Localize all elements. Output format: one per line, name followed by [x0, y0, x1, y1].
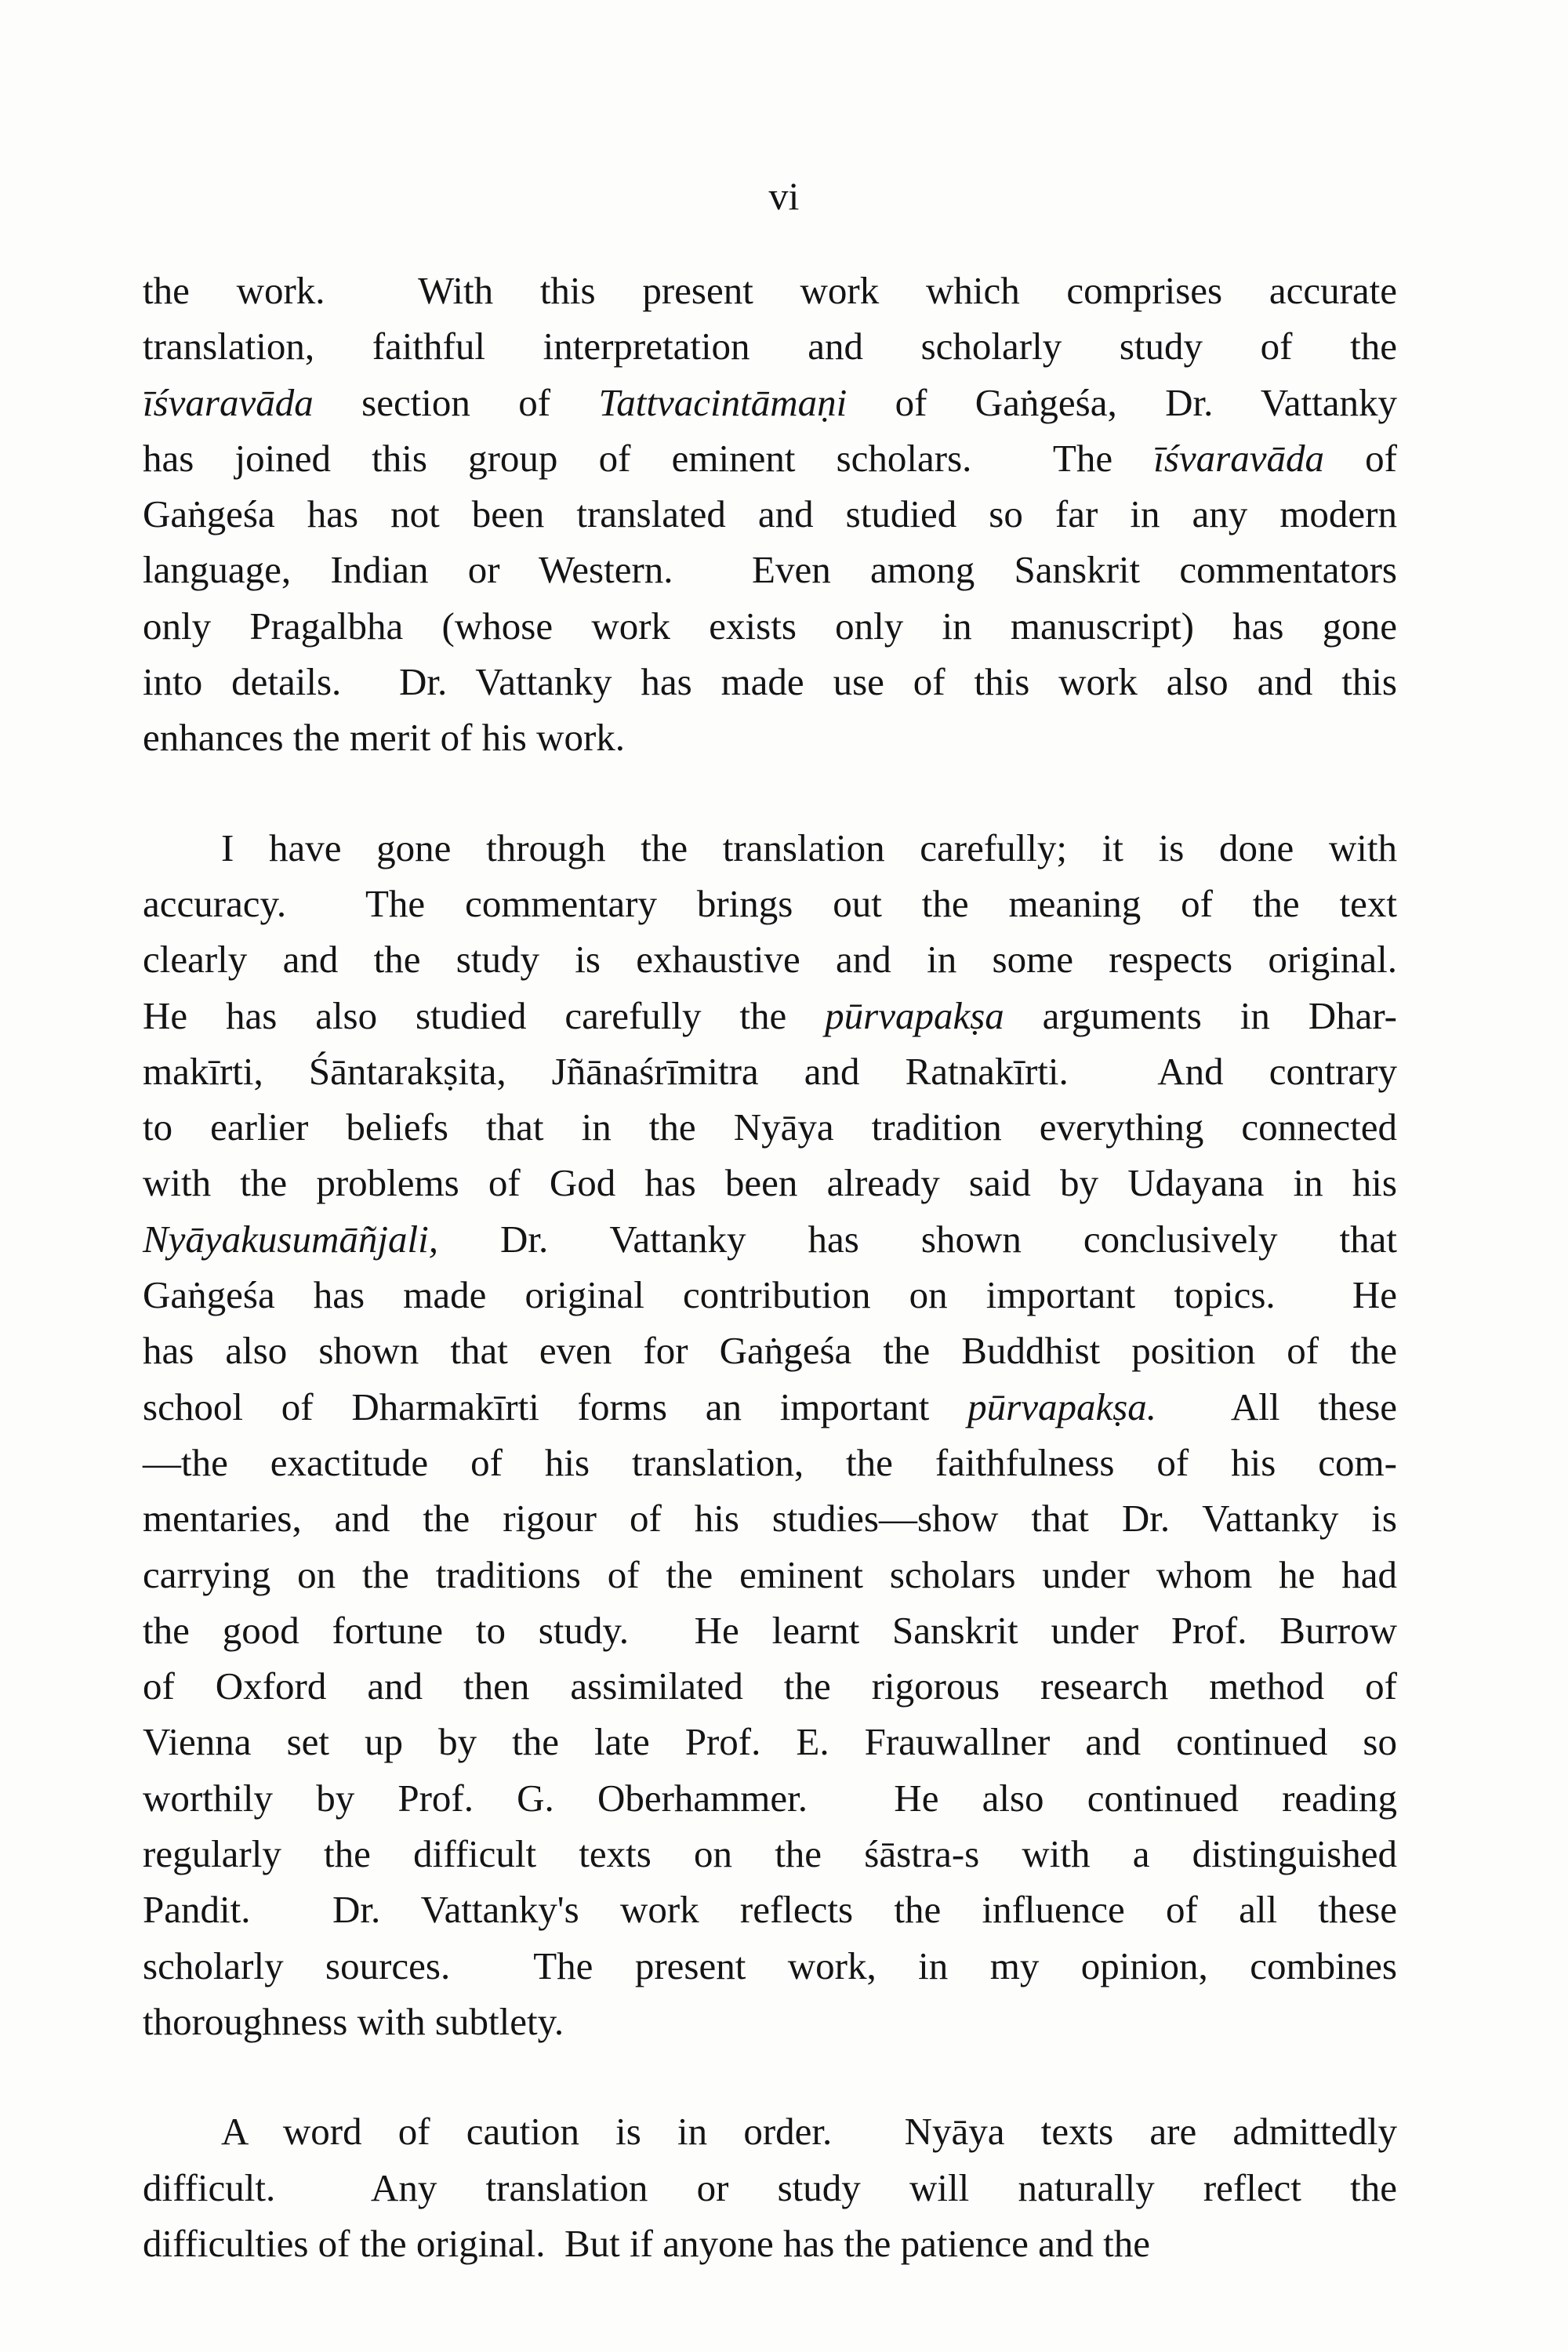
text-run: clearly and the study is exhaustive and in some respects original.: [143, 938, 1397, 982]
text-line: [143, 1994, 1397, 2049]
text-line: [143, 2216, 1397, 2271]
text-line: [143, 1267, 1397, 1323]
text-line: [143, 486, 1397, 542]
text-line: [143, 1044, 1397, 1099]
text-run: —the exactitude of his translation, the faithfulness of his com-: [143, 1440, 1397, 1484]
text-run: translation, faithful interpretation and scholarly study of the: [143, 325, 1397, 368]
text-line: [143, 1490, 1397, 1546]
text-line: [143, 1882, 1397, 1937]
text-run: worthily by Prof. G. Oberhammer. He also continued reading: [143, 1776, 1397, 1820]
text-run: He has also studied carefully the: [143, 993, 826, 1037]
text-line: [143, 1099, 1397, 1155]
text-line: [143, 430, 1397, 486]
text-line: [143, 710, 1397, 765]
text-run: school of Dharmakīrti forms an important: [143, 1385, 968, 1428]
text-line: [143, 1547, 1397, 1602]
text-run: Gaṅgeśa has made original contribution on important topics. He: [143, 1273, 1397, 1317]
text-run: has joined this group of eminent scholars. The: [143, 436, 1154, 480]
text-line: [143, 1155, 1397, 1210]
text-run: enhances the merit of his work.: [143, 716, 626, 760]
text-line: [143, 1379, 1397, 1435]
text-line: [143, 1211, 1397, 1267]
italic-term: Nyāyakusumāñjali,: [143, 1217, 438, 1261]
text-line: [143, 2160, 1397, 2216]
italic-term: īśvaravāda: [143, 380, 314, 424]
text-line: [143, 1658, 1397, 1714]
text-line: [143, 654, 1397, 710]
paragraph-2: [143, 820, 1397, 2050]
text-run: into details. Dr. Vattanky has made use of this work also and this: [143, 660, 1397, 704]
text-run: difficulties of the original. But if anyone has the patience and the: [143, 2221, 1150, 2265]
text-line: [143, 1435, 1397, 1490]
text-run: section of: [313, 380, 599, 424]
text-run: scholarly sources. The present work, in my opinion, combines: [143, 1944, 1397, 1987]
text-run: arguments in Dhar-: [1004, 993, 1398, 1037]
text-line: [143, 1770, 1397, 1826]
text-line: [143, 375, 1397, 430]
page-number: vi: [768, 174, 800, 218]
italic-term: īśvaravāda: [1153, 436, 1324, 480]
text-run: makīrti, Śāntarakṣita, Jñānaśrīmitra and Ratnakīrti. And contrary: [143, 1049, 1397, 1093]
paragraph-1: [143, 263, 1397, 766]
text-line: [143, 1714, 1397, 1769]
text-run: carrying on the traditions of the eminent scholars under whom he had: [143, 1552, 1397, 1596]
text-line: [143, 988, 1397, 1044]
text-run: Gaṅgeśa has not been translated and studied so far in any modern: [143, 492, 1397, 536]
text-run: of: [1324, 436, 1397, 480]
text-line: [143, 598, 1397, 654]
italic-term: pūrvapakṣa: [825, 993, 1004, 1037]
text-line: [143, 542, 1397, 597]
text-run: the work. With this present work which comprises accurate: [143, 269, 1397, 312]
text-run: All these: [1156, 1385, 1398, 1428]
text-run: A word of caution is in order. Nyāya texts are admittedly: [221, 2110, 1397, 2154]
text-run: thoroughness with subtlety.: [143, 1999, 564, 2043]
text-line: [143, 931, 1397, 987]
text-run: Dr. Vattanky has shown conclusively that: [437, 1217, 1397, 1261]
text-run: of Gaṅgeśa, Dr. Vattanky: [847, 380, 1397, 424]
text-run: Vienna set up by the late Prof. E. Frauwallner and continued so: [143, 1720, 1397, 1764]
paragraph-3: [143, 2103, 1397, 2271]
text-run: regularly the difficult texts on the śāstra-s with a distinguished: [143, 1832, 1397, 1876]
text-run: with the problems of God has been already said by Udayana in his: [143, 1161, 1397, 1205]
text-run: has also shown that even for Gaṅgeśa the Buddhist position of the: [143, 1329, 1397, 1373]
text-run: Pandit. Dr. Vattanky's work reflects the influence of all these: [143, 1888, 1397, 1932]
text-line: [143, 1323, 1397, 1378]
text-run: of Oxford and then assimilated the rigorous research method of: [143, 1664, 1397, 1708]
italic-term: Tattvacintāmaṇi: [598, 380, 848, 424]
text-line: [143, 820, 1397, 876]
text-line: [143, 263, 1397, 318]
text-run: difficult. Any translation or study will naturally reflect the: [143, 2165, 1397, 2209]
text-line: [143, 1826, 1397, 1882]
text-run: mentaries, and the rigour of his studies—show that Dr. Vattanky is: [143, 1497, 1397, 1541]
text-line: [143, 876, 1397, 931]
text-run: only Pragalbha (whose work exists only in manuscript) has gone: [143, 604, 1397, 648]
text-line: [143, 1938, 1397, 1994]
text-run: to earlier beliefs that in the Nyāya tradition everything connected: [143, 1105, 1397, 1149]
body-text: [143, 263, 1397, 2271]
text-run: I have gone through the translation carefully; it is done with: [221, 826, 1397, 869]
text-line: [143, 318, 1397, 374]
text-line: [143, 2103, 1397, 2159]
text-run: the good fortune to study. He learnt Sanskrit under Prof. Burrow: [143, 1608, 1397, 1652]
text-line: [143, 1602, 1397, 1658]
text-run: language, Indian or Western. Even among Sanskrit commentators: [143, 548, 1397, 592]
text-run: accuracy. The commentary brings out the meaning of the text: [143, 881, 1397, 925]
italic-term: pūrvapakṣa.: [967, 1385, 1157, 1428]
